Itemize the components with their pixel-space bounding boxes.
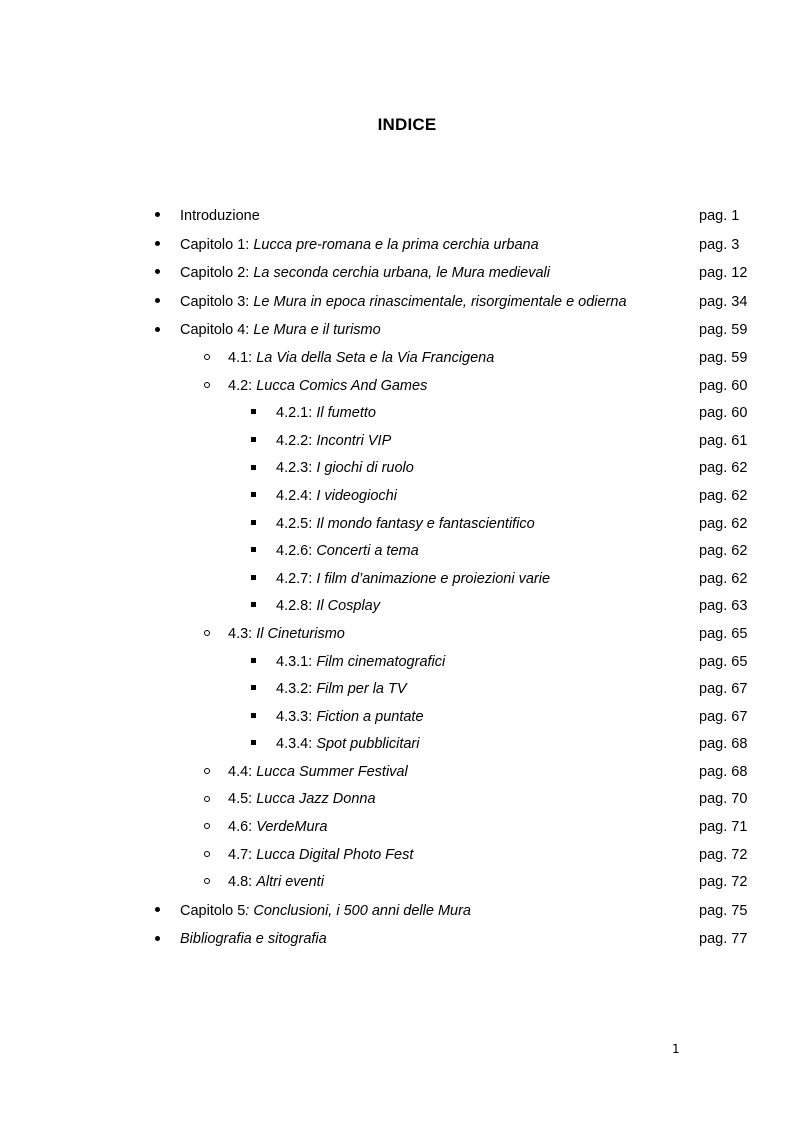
entry-page: pag. 1 bbox=[699, 208, 740, 224]
toc-entry-4-3[interactable] bbox=[0, 621, 794, 649]
entry-title: La seconda cerchia urbana, le Mura medievali bbox=[253, 265, 550, 282]
entry-label: Introduzione bbox=[180, 208, 260, 224]
entry-title: Spot pubblicitari bbox=[316, 736, 420, 753]
entry-page: pag. 62 bbox=[699, 543, 748, 560]
square-bullet-icon bbox=[251, 455, 256, 483]
toc-entry-bibliografia[interactable] bbox=[0, 925, 794, 954]
toc-entry-4-2[interactable] bbox=[0, 373, 794, 401]
filled-bullet-icon bbox=[155, 897, 160, 926]
entry-title: Bibliografia e sitografia bbox=[180, 931, 327, 948]
entry-page: pag. 34 bbox=[699, 293, 748, 310]
entry-title: Lucca pre-romana e la prima cerchia urbana bbox=[253, 236, 539, 253]
entry-title: Lucca Summer Festival bbox=[256, 763, 408, 780]
entry-title: : Conclusioni, i 500 anni delle Mura bbox=[245, 902, 471, 919]
toc-entry-4-3-3[interactable] bbox=[0, 704, 794, 732]
entry-page: pag. 67 bbox=[699, 708, 748, 725]
toc-entry-capitolo-2[interactable] bbox=[0, 259, 794, 288]
square-bullet-icon bbox=[251, 704, 256, 732]
filled-bullet-icon bbox=[155, 288, 160, 317]
entry-title: Concerti a tema bbox=[316, 543, 419, 560]
entry-page: pag. 62 bbox=[699, 515, 748, 532]
entry-page: pag. 63 bbox=[699, 598, 748, 615]
entry-label: 4.8: bbox=[228, 874, 257, 891]
toc-entry-capitolo-4[interactable] bbox=[0, 316, 794, 345]
entry-label: 4.3.1: bbox=[276, 653, 317, 670]
entry-title: Il mondo fantasy e fantascientifico bbox=[316, 515, 535, 532]
entry-label: 4.3.3: bbox=[276, 708, 317, 725]
toc-entry-capitolo-5[interactable] bbox=[0, 897, 794, 926]
entry-page: pag. 3 bbox=[699, 236, 740, 253]
toc-entry-4-2-7[interactable] bbox=[0, 566, 794, 594]
entry-page: pag. 72 bbox=[699, 846, 748, 863]
entry-title: I giochi di ruolo bbox=[316, 460, 414, 477]
hollow-bullet-icon bbox=[204, 345, 210, 373]
toc-entry-4-2-2[interactable] bbox=[0, 428, 794, 456]
entry-page: pag. 71 bbox=[699, 819, 748, 836]
toc-entry-4-2-5[interactable] bbox=[0, 511, 794, 539]
hollow-bullet-icon bbox=[204, 869, 210, 897]
entry-page: pag. 61 bbox=[699, 432, 748, 449]
hollow-bullet-icon bbox=[204, 621, 210, 649]
toc-entry-4-2-6[interactable] bbox=[0, 538, 794, 566]
entry-page: pag. 65 bbox=[699, 625, 748, 642]
filled-bullet-icon bbox=[155, 259, 160, 288]
entry-label: 4.3.2: bbox=[276, 681, 317, 698]
entry-label: Capitolo 1: bbox=[180, 236, 254, 253]
filled-bullet-icon bbox=[155, 316, 160, 345]
square-bullet-icon bbox=[251, 649, 256, 677]
entry-title: Altri eventi bbox=[256, 874, 324, 891]
square-bullet-icon bbox=[251, 428, 256, 456]
square-bullet-icon bbox=[251, 566, 256, 594]
hollow-bullet-icon bbox=[204, 373, 210, 401]
entry-label: 4.6: bbox=[228, 819, 257, 836]
entry-label: 4.7: bbox=[228, 846, 257, 863]
toc-entry-4-2-4[interactable] bbox=[0, 483, 794, 511]
toc-entry-4-8[interactable] bbox=[0, 869, 794, 897]
entry-page: pag. 12 bbox=[699, 265, 748, 282]
toc-entry-4-6[interactable] bbox=[0, 814, 794, 842]
entry-page: pag. 59 bbox=[699, 322, 748, 339]
square-bullet-icon bbox=[251, 676, 256, 704]
entry-label: 4.2.2: bbox=[276, 432, 317, 449]
entry-title: VerdeMura bbox=[256, 819, 328, 836]
page-title: INDICE bbox=[377, 115, 437, 134]
entry-title: I film d’animazione e proiezioni varie bbox=[316, 570, 551, 587]
entry-title: Il Cosplay bbox=[316, 598, 380, 615]
toc-entry-4-2-3[interactable] bbox=[0, 455, 794, 483]
toc-entry-capitolo-3[interactable] bbox=[0, 288, 794, 317]
square-bullet-icon bbox=[251, 483, 256, 511]
square-bullet-icon bbox=[251, 400, 256, 428]
square-bullet-icon bbox=[251, 731, 256, 759]
entry-title: Le Mura in epoca rinascimentale, risorgimentale e odierna bbox=[253, 293, 627, 310]
entry-page: pag. 62 bbox=[699, 487, 748, 504]
entry-title: Il Cineturismo bbox=[256, 625, 345, 642]
entry-label: Capitolo 2: bbox=[180, 265, 254, 282]
entry-title: Il fumetto bbox=[316, 405, 376, 422]
entry-page: pag. 62 bbox=[699, 460, 748, 477]
entry-label: 4.2.4: bbox=[276, 487, 317, 504]
entry-label: 4.2.7: bbox=[276, 570, 317, 587]
toc-entry-4-4[interactable] bbox=[0, 759, 794, 787]
entry-label: 4.2.5: bbox=[276, 515, 317, 532]
entry-page: pag. 59 bbox=[699, 349, 748, 366]
entry-label: 4.2: bbox=[228, 377, 257, 394]
entry-title: I videogiochi bbox=[316, 487, 397, 504]
entry-page: pag. 60 bbox=[699, 377, 748, 394]
entry-title: Film cinematografici bbox=[316, 653, 446, 670]
entry-page: pag. 60 bbox=[699, 405, 748, 422]
entry-page: pag. 62 bbox=[699, 570, 748, 587]
entry-label: 4.2.1: bbox=[276, 405, 317, 422]
entry-page: pag. 65 bbox=[699, 653, 748, 670]
entry-page: pag. 77 bbox=[699, 931, 748, 948]
toc-entry-4-3-4[interactable] bbox=[0, 731, 794, 759]
toc-entry-4-7[interactable] bbox=[0, 842, 794, 870]
hollow-bullet-icon bbox=[204, 814, 210, 842]
entry-label: 4.1: bbox=[228, 349, 257, 366]
footer-page-number: 1 bbox=[672, 1042, 680, 1056]
entry-title: Lucca Jazz Donna bbox=[256, 791, 376, 808]
filled-bullet-icon bbox=[155, 925, 160, 954]
entry-page: pag. 70 bbox=[699, 791, 748, 808]
entry-page: pag. 75 bbox=[699, 902, 748, 919]
entry-label: 4.3.4: bbox=[276, 736, 317, 753]
entry-page: pag. 68 bbox=[699, 763, 748, 780]
square-bullet-icon bbox=[251, 511, 256, 539]
hollow-bullet-icon bbox=[204, 786, 210, 814]
entry-label: 4.2.3: bbox=[276, 460, 317, 477]
hollow-bullet-icon bbox=[204, 842, 210, 870]
entry-title: Lucca Comics And Games bbox=[256, 377, 428, 394]
entry-title: Incontri VIP bbox=[316, 432, 392, 449]
entry-page: pag. 67 bbox=[699, 681, 748, 698]
entry-label: 4.2.8: bbox=[276, 598, 317, 615]
toc-entry-4-5[interactable] bbox=[0, 786, 794, 814]
toc-entry-capitolo-1[interactable] bbox=[0, 231, 794, 260]
entry-title: Le Mura e il turismo bbox=[253, 322, 381, 339]
toc-entry-4-2-1[interactable] bbox=[0, 400, 794, 428]
entry-title: Fiction a puntate bbox=[316, 708, 424, 725]
entry-title: La Via della Seta e la Via Francigena bbox=[256, 349, 495, 366]
table-of-contents bbox=[0, 202, 794, 954]
square-bullet-icon bbox=[251, 593, 256, 621]
toc-entry-4-1[interactable] bbox=[0, 345, 794, 373]
entry-label: 4.3: bbox=[228, 625, 257, 642]
entry-title: Lucca Digital Photo Fest bbox=[256, 846, 414, 863]
entry-label: 4.5: bbox=[228, 791, 257, 808]
square-bullet-icon bbox=[251, 538, 256, 566]
hollow-bullet-icon bbox=[204, 759, 210, 787]
entry-label: Capitolo 4: bbox=[180, 322, 254, 339]
entry-label: Capitolo 3: bbox=[180, 293, 254, 310]
entry-label: 4.2.6: bbox=[276, 543, 317, 560]
toc-entry-4-3-2[interactable] bbox=[0, 676, 794, 704]
toc-entry-4-3-1[interactable] bbox=[0, 649, 794, 677]
toc-entry-4-2-8[interactable] bbox=[0, 593, 794, 621]
entry-label: Capitolo 5 bbox=[180, 902, 246, 919]
entry-page: pag. 68 bbox=[699, 736, 748, 753]
entry-label: 4.4: bbox=[228, 763, 257, 780]
entry-page: pag. 72 bbox=[699, 874, 748, 891]
filled-bullet-icon bbox=[155, 231, 160, 260]
filled-bullet-icon bbox=[155, 202, 160, 231]
toc-entry-introduzione[interactable] bbox=[0, 202, 794, 231]
entry-title: Film per la TV bbox=[316, 681, 407, 698]
